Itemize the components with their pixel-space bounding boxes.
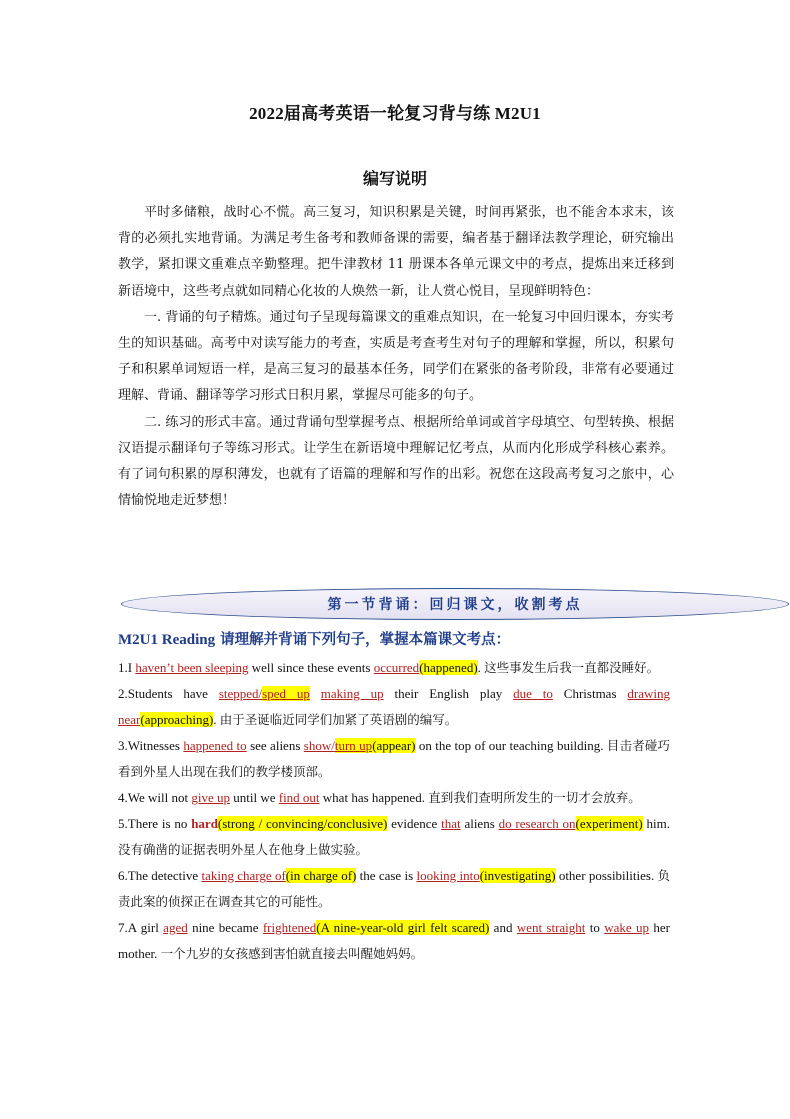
key-phrase: (happened) [419,660,478,675]
sentence-text: aliens [460,816,499,831]
sentence-translation: 这些事发生后我一直都没睡好。 [484,660,660,675]
key-phrase: stepped/ [218,686,263,701]
key-phrase: taking charge of [201,868,286,883]
key-phrase: looking into [416,868,480,883]
sentence-text: 6.The detective [118,868,202,883]
sentence-text: nine became [187,920,263,935]
sentence-text: on the top of our teaching building. [415,738,607,753]
key-phrase: occurred [373,660,420,675]
sentence-translation: 由于圣诞临近同学们加紧了英语剧的编写。 [219,712,458,727]
key-phrase: sped up [262,686,310,701]
sentence-text: and [489,920,517,935]
key-phrase: haven’t been sleeping [135,660,249,675]
key-phrase: making up [320,686,384,701]
key-phrase: find out [278,790,320,805]
intro-paragraph: 二. 练习的形式丰富。通过背诵句型掌握考点、根据所给单词或首字母填空、句型转换、根据汉语提示翻译句子等练习形式。让学生在新语境中理解记忆考点，从而内化形成学科核心素养。有了词句积累的厚积薄发，也就有了语篇的理解和写作的出彩。祝您在这段高考复习之旅中，心情愉悦地走近梦想！ [118,414,674,509]
sentence-item [118,733,670,785]
sentence-translation: 一个九岁的女孩感到害怕就直接去叫醒她妈妈。 [160,946,424,961]
sentence-text: 5.There is no [118,816,192,831]
key-phrase: give up [191,790,230,805]
section-banner [121,588,789,620]
sentence-text: 3.Witnesses [118,738,184,753]
key-phrase: frightened [262,920,317,935]
sentence-text: well since these events [248,660,374,675]
key-phrase: that [441,816,461,831]
sentence-item [118,681,670,733]
sentence-text [310,686,321,701]
banner-text: 第一节背诵：回归课文，收割考点 [327,597,583,613]
sentence-text: 4.We will not [118,790,192,805]
key-phrase: hard [191,816,218,831]
reading-heading-label: M2U1 Reading [118,632,216,648]
sentence-text: other possibilities. [555,868,658,883]
intro-text [118,200,674,514]
sentence-text: Christmas [552,686,628,701]
sentence-text: . [213,712,220,727]
sentence-text: their English play [383,686,514,701]
key-phrase: wake up [604,920,650,935]
sentence-item [118,863,670,915]
sentence-text: . [477,660,485,675]
document-title: 2022届高考英语一轮复习背与练 M2U1 [249,104,541,123]
key-phrase: turn up [334,738,373,753]
key-phrase: aged [163,920,188,935]
sentence-text: 7.A girl [118,920,164,935]
sentence-text: her mother. [118,920,670,961]
intro-paragraph: 一. 背诵的句子精炼。通过句子呈现每篇课文的重难点知识，在一轮复习中回归课本，夯实考生的知识基础。高考中对读写能力的考查，实质是考查考生对句子的理解和掌握，所以，积累句子和积累单词短语一样，是高三复习的最基本任务，同学们在紧张的备考阶段，非常有必要通过理解、背诵、翻译等学习形式日积月累，掌握尽可能多的句子。 [118,309,674,404]
sentence-item [118,915,670,967]
key-phrase: happened to [183,738,247,753]
sentence-translation: 目击者碰巧看到外星人出现在我们的教学楼顶部。 [118,738,670,779]
key-phrase: (investigating) [479,868,556,883]
key-phrase: do research on [498,816,576,831]
key-phrase: (in charge of) [285,868,357,883]
sentence-text: until we [229,790,279,805]
sentence-text: 1.I [118,660,136,675]
sentence-text: to [585,920,605,935]
key-phrase: (appear) [372,738,416,753]
section-title: 编写说明 [362,169,427,188]
key-phrase: show/ [303,738,335,753]
sentence-item [118,785,670,811]
sentence-text: the case is [356,868,417,883]
sentence-item [118,811,670,863]
sentence-translation: 没有确凿的证据表明外星人在他身上做实验。 [118,842,369,857]
sentence-translation: 直到我们查明所发生的一切才会放弃。 [428,790,641,805]
reading-heading-instruction: 请理解并背诵下列句子，掌握本篇课文考点： [215,631,511,648]
key-phrase: went straight [516,920,586,935]
sentence-translation: 负责此案的侦探正在调查其它的可能性。 [118,868,670,909]
intro-paragraph: 平时多储粮，战时心不慌。高三复习，知识积累是关键，时间再紧张，也不能舍本求末，该背的必须扎实地背诵。为满足考生备考和教师备课的需要，编者基于翻译法教学理论，研究输出教学，紧扣课文重难点辛勤整理。把牛津教材 11 册课本各单元课文中的考点，提炼出来迁移到新语境中，这些考点就如同精心化妆的人焕然一新，让人赏心悦目，呈现鲜明特色： [118,205,674,299]
key-phrase: due to [513,686,553,701]
reading-heading [118,628,510,649]
sentence-text: him. [642,816,670,831]
key-phrase: drawing near [118,686,671,727]
key-phrase: (experiment) [575,816,643,831]
sentence-text: 2.Students have [118,686,219,701]
sentence-item [118,655,670,681]
key-phrase: (strong / convincing/conclusive) [217,816,388,831]
sentence-list [118,655,670,967]
sentence-text: what has happened. [319,790,429,805]
key-phrase: (approaching) [140,712,214,727]
sentence-text: evidence [387,816,442,831]
key-phrase: (A nine-year-old girl felt scared) [316,920,490,935]
sentence-text: see aliens [246,738,304,753]
